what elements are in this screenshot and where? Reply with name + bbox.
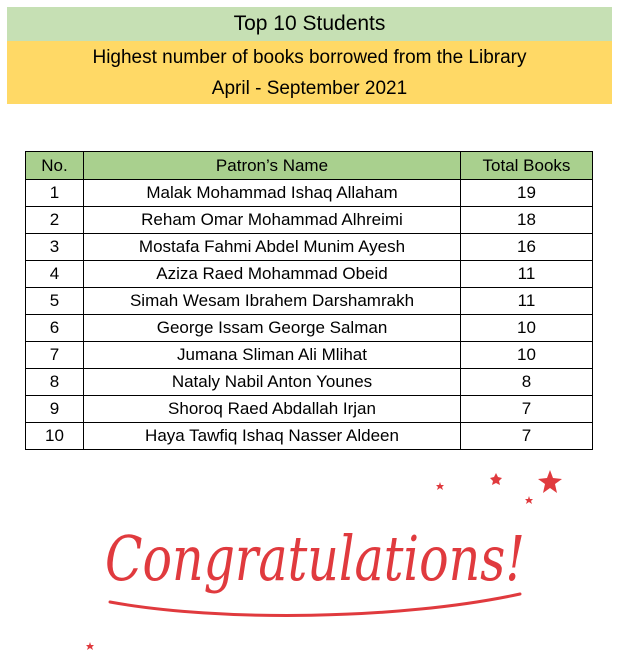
top-students-table	[25, 151, 593, 450]
cell-no: 3	[26, 234, 84, 261]
table-row	[26, 369, 593, 396]
page-title: Top 10 Students	[233, 12, 386, 35]
column-header-total: Total Books	[461, 152, 593, 180]
cell-total: 10	[461, 342, 593, 369]
cell-name: George Issam George Salman	[84, 315, 461, 342]
cell-total: 7	[461, 423, 593, 450]
table-row	[26, 396, 593, 423]
table-row	[26, 234, 593, 261]
table-row	[26, 207, 593, 234]
cell-no: 5	[26, 288, 84, 315]
cell-name: Reham Omar Mohammad Alhreimi	[84, 207, 461, 234]
cell-name: Jumana Sliman Ali Mlihat	[84, 342, 461, 369]
star-icon	[538, 470, 562, 493]
cell-name: Shoroq Raed Abdallah Irjan	[84, 396, 461, 423]
congratulations-text: Congratulations!	[105, 522, 525, 595]
congratulations-graphic	[70, 462, 570, 652]
subtitle-line-1: Highest number of books borrowed from the Library	[92, 46, 527, 68]
cell-total: 11	[461, 261, 593, 288]
cell-name: Haya Tawfiq Ishaq Nasser Aldeen	[84, 423, 461, 450]
title-banner	[7, 7, 612, 41]
cell-total: 18	[461, 207, 593, 234]
star-icon	[436, 482, 444, 490]
star-icon	[490, 473, 502, 485]
subtitle-banner	[7, 41, 612, 104]
cell-no: 7	[26, 342, 84, 369]
cell-no: 10	[26, 423, 84, 450]
cell-total: 7	[461, 396, 593, 423]
cell-no: 1	[26, 180, 84, 207]
cell-total: 10	[461, 315, 593, 342]
table-row	[26, 180, 593, 207]
cell-total: 19	[461, 180, 593, 207]
cell-no: 2	[26, 207, 84, 234]
cell-no: 4	[26, 261, 84, 288]
star-icon	[86, 642, 94, 650]
subtitle-line-2: April - September 2021	[211, 77, 408, 99]
column-header-name: Patron’s Name	[84, 152, 461, 180]
table-row	[26, 288, 593, 315]
cell-total: 11	[461, 288, 593, 315]
cell-name: Simah Wesam Ibrahem Darshamrakh	[84, 288, 461, 315]
table-row	[26, 315, 593, 342]
table-row	[26, 261, 593, 288]
column-header-no: No.	[26, 152, 84, 180]
cell-name: Nataly Nabil Anton Younes	[84, 369, 461, 396]
underline-swash	[110, 594, 520, 615]
table-header-row	[26, 152, 593, 180]
table-row	[26, 342, 593, 369]
cell-name: Malak Mohammad Ishaq Allaham	[84, 180, 461, 207]
cell-no: 6	[26, 315, 84, 342]
star-icon	[525, 496, 533, 504]
cell-name: Mostafa Fahmi Abdel Munim Ayesh	[84, 234, 461, 261]
cell-total: 8	[461, 369, 593, 396]
cell-no: 8	[26, 369, 84, 396]
cell-name: Aziza Raed Mohammad Obeid	[84, 261, 461, 288]
table-row	[26, 423, 593, 450]
cell-total: 16	[461, 234, 593, 261]
cell-no: 9	[26, 396, 84, 423]
